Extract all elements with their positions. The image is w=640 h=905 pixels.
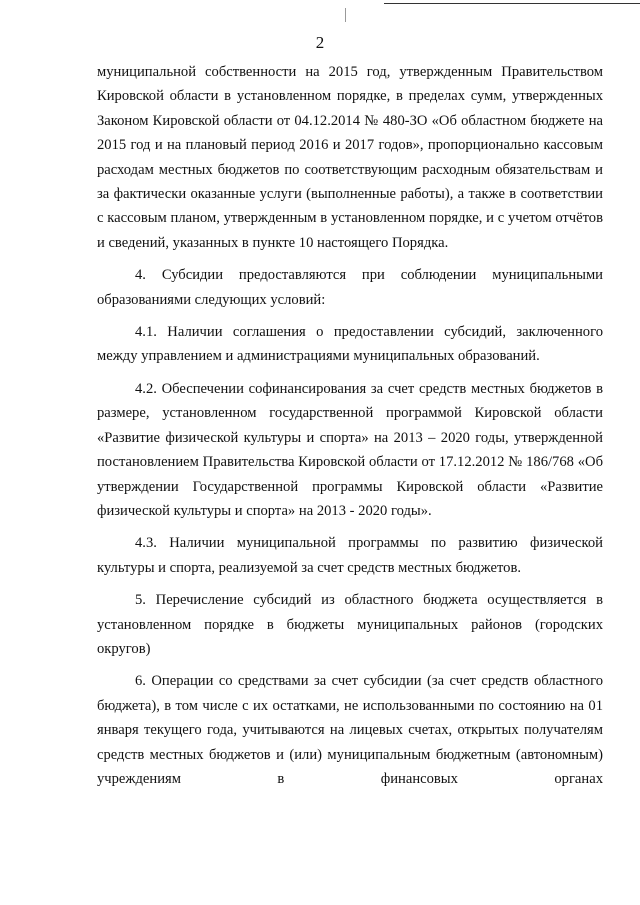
- paragraph-item-4-1: 4.1. Наличии соглашения о предоставлении субсидий, заключенного между управлением и администрациями муниципальных образований.: [97, 324, 603, 365]
- paragraph-item-4: 4. Субсидии предоставляются при соблюдении муниципальными образованиями следующих условий:: [97, 267, 603, 308]
- scan-mark: [345, 8, 346, 22]
- document-body: [97, 60, 603, 791]
- paragraph-item-4-3: 4.3. Наличии муниципальной программы по развитию физической культуры и спорта, реализуемой за счет средств местных бюджетов.: [97, 535, 603, 576]
- paragraph-continuation: муниципальной собственности на 2015 год, утвержденным Правительством Кировской области в установленном порядке, в пределах сумм, утвержденных Законом Кировской области от 04.12.2014 № 480-ЗО «Об областном бюджете на 2015 год и на плановый период 2016 и 2017 годов», пропорционально кассовым расходам местных бюджетов по соответствующим расходным обязательствам и за фактически оказанные услуги (выполненные работы), а также в соответствии с кассовым планом, утвержденным в установленном порядке, и с учетом отчётов и сведений, указанных в пункте 10 настоящего Порядка.: [97, 64, 603, 251]
- paragraph-item-4-2: 4.2. Обеспечении софинансирования за счет средств местных бюджетов в размере, установленном государственной программой Кировской области «Развитие физической культуры и спорта» на 2013 – 2020 годы, утвержденной постановлением Правительства Кировской области от 17.12.2012 № 186/768 «Об утверждении Государственной программы Кировской области «Развитие физической культуры и спорта» на 2013 - 2020 годы».: [97, 380, 603, 519]
- paragraph-item-6: 6. Операции со средствами за счет субсидии (за счет средств областного бюджета), в том числе с их остатками, не использованными по состоянию на 01 января текущего года, учитываются на лицевых счетах, открытых получателям средств местных бюджетов и (или) муниципальным бюджетным (автономным) учреждениям в финансовых органах: [97, 673, 603, 787]
- paragraph-item-5: 5. Перечисление субсидий из областного бюджета осуществляется в установленном порядке в бюджеты муниципальных районов (городских округов): [97, 592, 603, 657]
- top-rule: [384, 3, 640, 4]
- page-number: 2: [315, 33, 325, 52]
